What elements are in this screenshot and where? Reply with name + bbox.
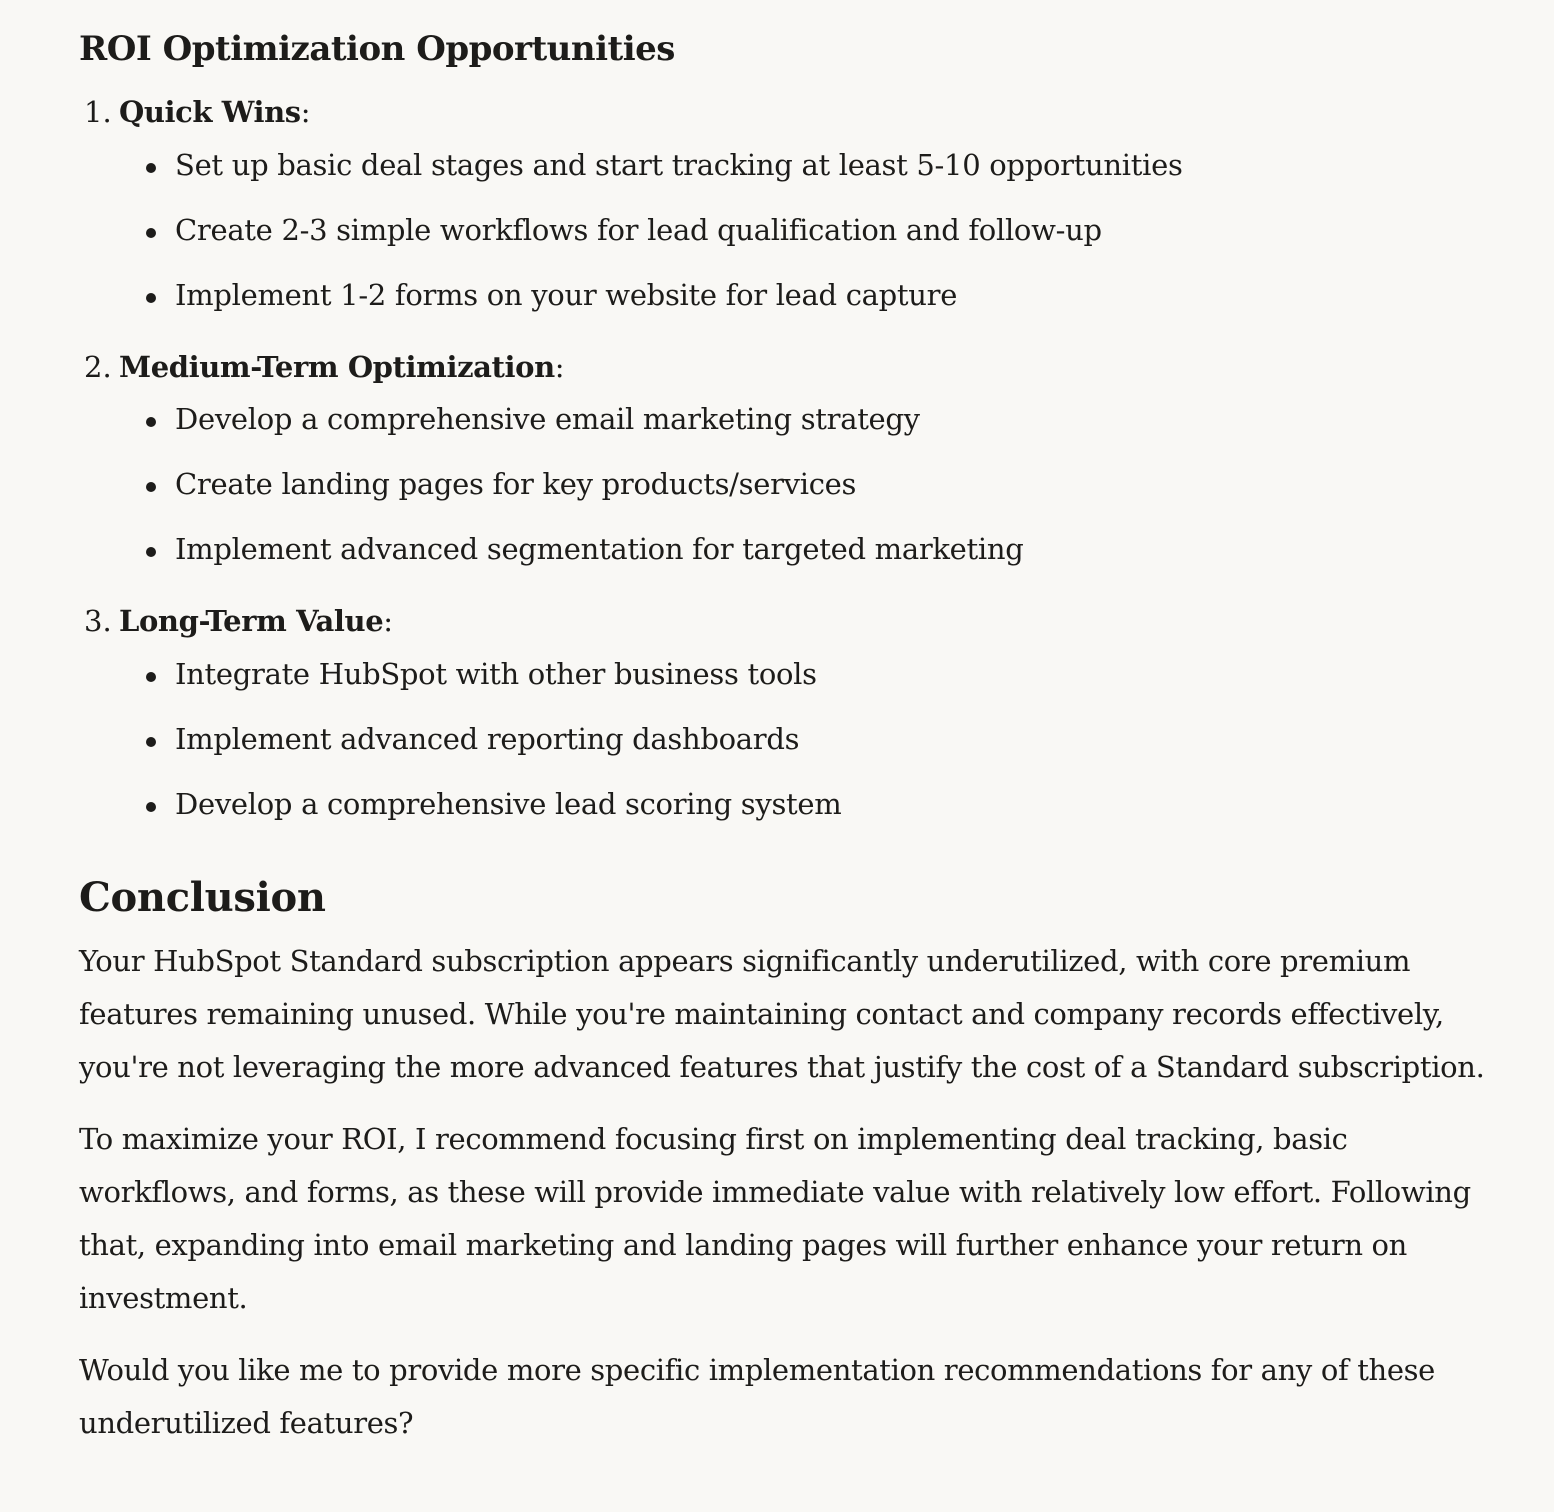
section-number: 2. [84,350,112,384]
list-item: Set up basic deal stages and start tracking at least 5-10 opportunities [79,145,1494,185]
list-item: Implement advanced segmentation for targeted marketing [79,529,1494,569]
section-title: Long-Term Value [119,604,384,638]
section-header [79,601,1494,641]
section-quick-wins [79,92,1494,315]
conclusion-paragraph: Would you like me to provide more specific implementation recommendations for any of these underutilized features? [79,1353,1435,1440]
conclusion-paragraph: To maximize your ROI, I recommend focusing first on implementing deal tracking, basic workflows, and forms, as these will provide immediate value with relatively low effort. Following that, expanding into email marketing and landing pages will further enhance your return on investment. [79,1122,1471,1315]
section-medium-term [79,347,1494,569]
section-long-term [79,601,1494,824]
section-items [79,399,1494,569]
list-item: Implement 1-2 forms on your website for lead capture [79,275,1494,315]
list-item: Create 2-3 simple workflows for lead qualification and follow-up [79,210,1494,250]
section-items [79,654,1494,824]
list-item: Create landing pages for key products/services [79,464,1494,504]
section-title: Medium-Term Optimization [119,350,555,384]
section-header [79,347,1494,387]
section-number: 3. [84,604,112,638]
section-header [79,92,1494,132]
list-item: Integrate HubSpot with other business tools [79,654,1494,694]
section-title: Quick Wins [119,95,301,129]
section-colon: : [300,95,311,129]
roi-heading: ROI Optimization Opportunities [79,29,675,69]
list-item: Implement advanced reporting dashboards [79,719,1494,759]
section-number: 1. [84,95,112,129]
section-colon: : [554,350,565,384]
list-item: Develop a comprehensive lead scoring system [79,784,1494,824]
conclusion-heading: Conclusion [79,874,326,921]
section-items [79,145,1494,315]
conclusion-paragraph: Your HubSpot Standard subscription appears significantly underutilized, with core premium features remaining unused. While you're maintaining contact and company records effectively, you're not leveraging the more advanced features that justify the cost of a Standard subscription. [79,944,1485,1084]
section-colon: : [383,604,394,638]
list-item: Develop a comprehensive email marketing strategy [79,399,1494,439]
roi-sections-list [79,92,1494,824]
